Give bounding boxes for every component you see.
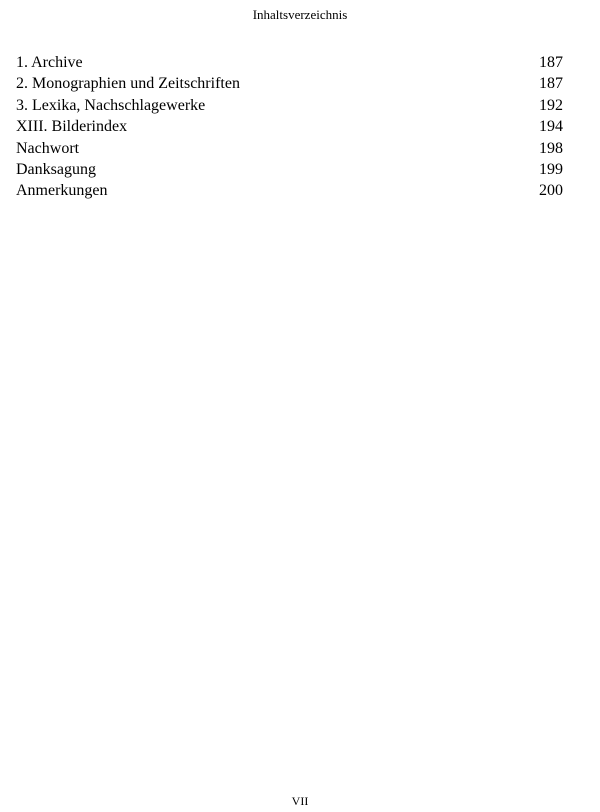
table-of-contents [16, 52, 563, 202]
toc-entry-title: Danksagung [16, 160, 96, 178]
toc-entry-page: 192 [539, 96, 563, 114]
toc-entry-title: Anmerkungen [16, 182, 108, 200]
toc-entry-page: 200 [539, 182, 563, 200]
toc-entry-page: 187 [539, 75, 563, 93]
toc-entry-title: 2. Monographien und Zeitschriften [16, 75, 240, 93]
toc-entry-title: Nachwort [16, 139, 80, 157]
toc-entry-title: XIII. Bilderindex [16, 118, 128, 136]
toc-entry-title: 1. Archive [16, 54, 83, 71]
toc-entry-page: 187 [539, 54, 563, 71]
toc-entry-nachwort [16, 138, 563, 159]
toc-entry-page: 194 [539, 118, 563, 136]
toc-entry-monographien [16, 73, 563, 94]
page-number: VII [291, 794, 309, 808]
running-head-title: Inhaltsverzeichnis [252, 7, 348, 22]
toc-entry-archive [16, 52, 563, 73]
toc-entry-page: 198 [539, 139, 563, 157]
toc-entry-lexika [16, 95, 563, 116]
toc-entry-title: 3. Lexika, Nachschlagewerke [16, 96, 206, 114]
toc-entry-danksagung [16, 159, 563, 180]
toc-entry-bilderindex [16, 116, 563, 137]
toc-entry-anmerkungen [16, 180, 563, 201]
toc-entry-page: 199 [539, 160, 563, 178]
